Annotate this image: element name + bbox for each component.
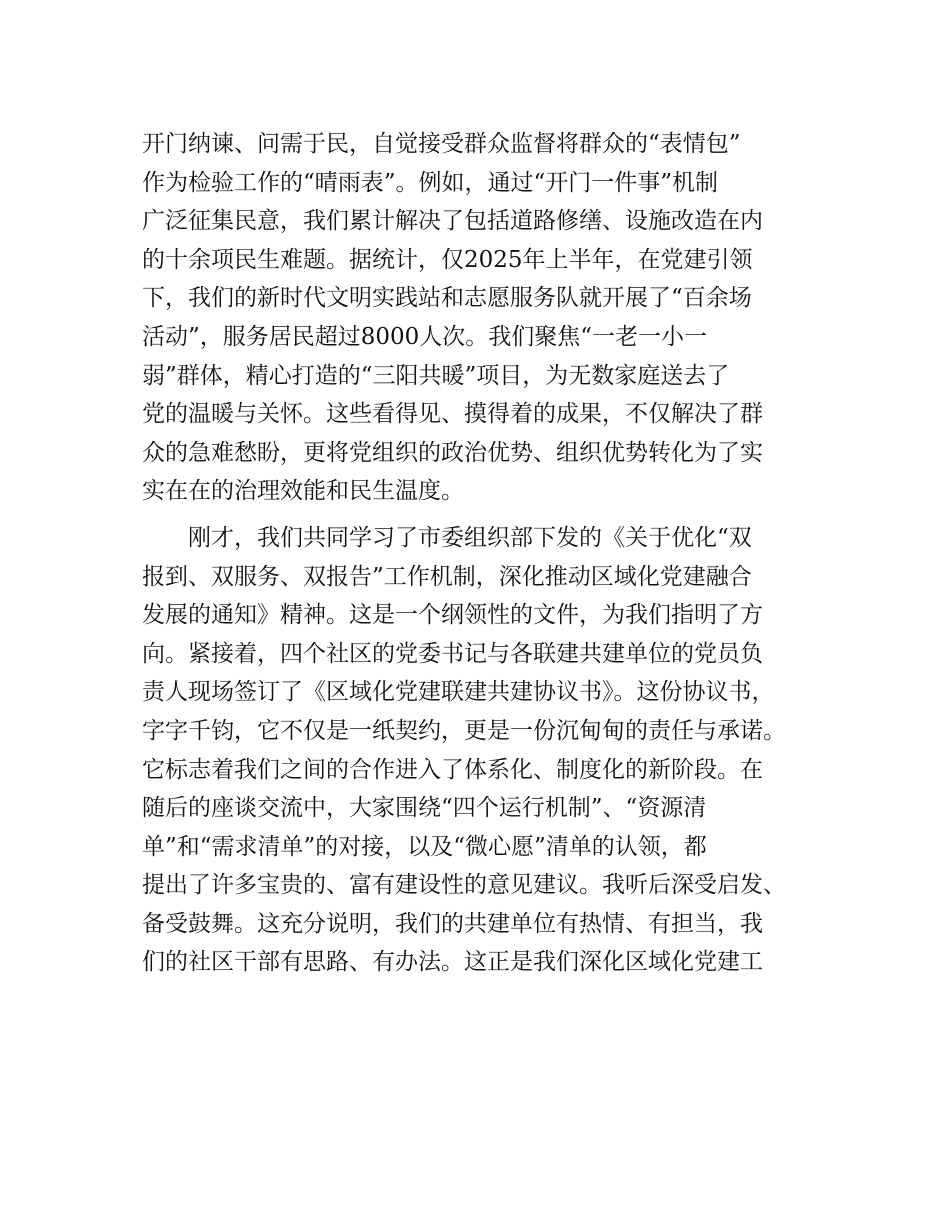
text-line: 它标志着我们之间的合作进入了体系化、制度化的新阶段。在 [142, 756, 763, 783]
text-line: 发展的通知》精神。这是一个纲领性的文件，为我们指明了方 [142, 602, 763, 629]
text-line: 下，我们的新时代文明实践站和志愿服务队就开展了“百余场 [142, 285, 752, 312]
paragraph-1 [142, 125, 822, 511]
text-line: 单”和“需求清单”的对接，以及“微心愿”清单的认领，都 [142, 833, 707, 860]
text-line: 责人现场签订了《区域化党建联建共建协议书》。这份协议书， [142, 679, 775, 706]
text-line: 报到、双服务、双报告”工作机制，深化推动区域化党建融合 [142, 563, 752, 590]
paragraph-2 [142, 519, 822, 982]
text-line: 刚才，我们共同学习了市委组织部下发的《关于优化“双 [188, 524, 752, 551]
text-line: 向。紧接着，四个社区的党委书记与各联建共建单位的党员负 [142, 640, 763, 667]
text-line: 开门纳谏、问需于民，自觉接受群众监督将群众的“表情包” [142, 131, 741, 157]
text-line: 作为检验工作的“晴雨表”。例如，通过“开门一件事”机制 [142, 169, 719, 196]
text-line: 实在在的治理效能和民生温度。 [142, 478, 464, 505]
text-line: 随后的座谈交流中，大家围绕“四个运行机制”、“资源清 [142, 795, 707, 822]
text-line: 字字千钧，它不仅是一纸契约，更是一份沉甸甸的责任与承诺。 [142, 717, 786, 744]
text-line: 党的温暖与关怀。这些看得见、摸得着的成果，不仅解决了群 [142, 401, 763, 428]
text-line: 的十余项民生难题。据统计，仅2025年上半年，在党建引领 [142, 246, 753, 273]
text-line: 备受鼓舞。这充分说明，我们的共建单位有热情、有担当，我 [142, 910, 763, 937]
text-line: 广泛征集民意，我们累计解决了包括道路修缮、设施改造在内 [142, 208, 763, 235]
text-line: 们的社区干部有思路、有办法。这正是我们深化区域化党建工 [142, 949, 763, 976]
text-line: 众的急难愁盼，更将党组织的政治优势、组织优势转化为了实 [142, 439, 763, 466]
document-body [142, 125, 822, 982]
text-line: 弱”群体，精心打造的“三阳共暖”项目，为无数家庭送去了 [142, 362, 730, 389]
text-line: 提出了许多宝贵的、富有建设性的意见建议。我听后深受启发、 [142, 872, 786, 899]
paragraph-spacer [142, 511, 822, 519]
text-line: 活动”，服务居民超过8000人次。我们聚焦“一老一小一 [142, 323, 708, 350]
